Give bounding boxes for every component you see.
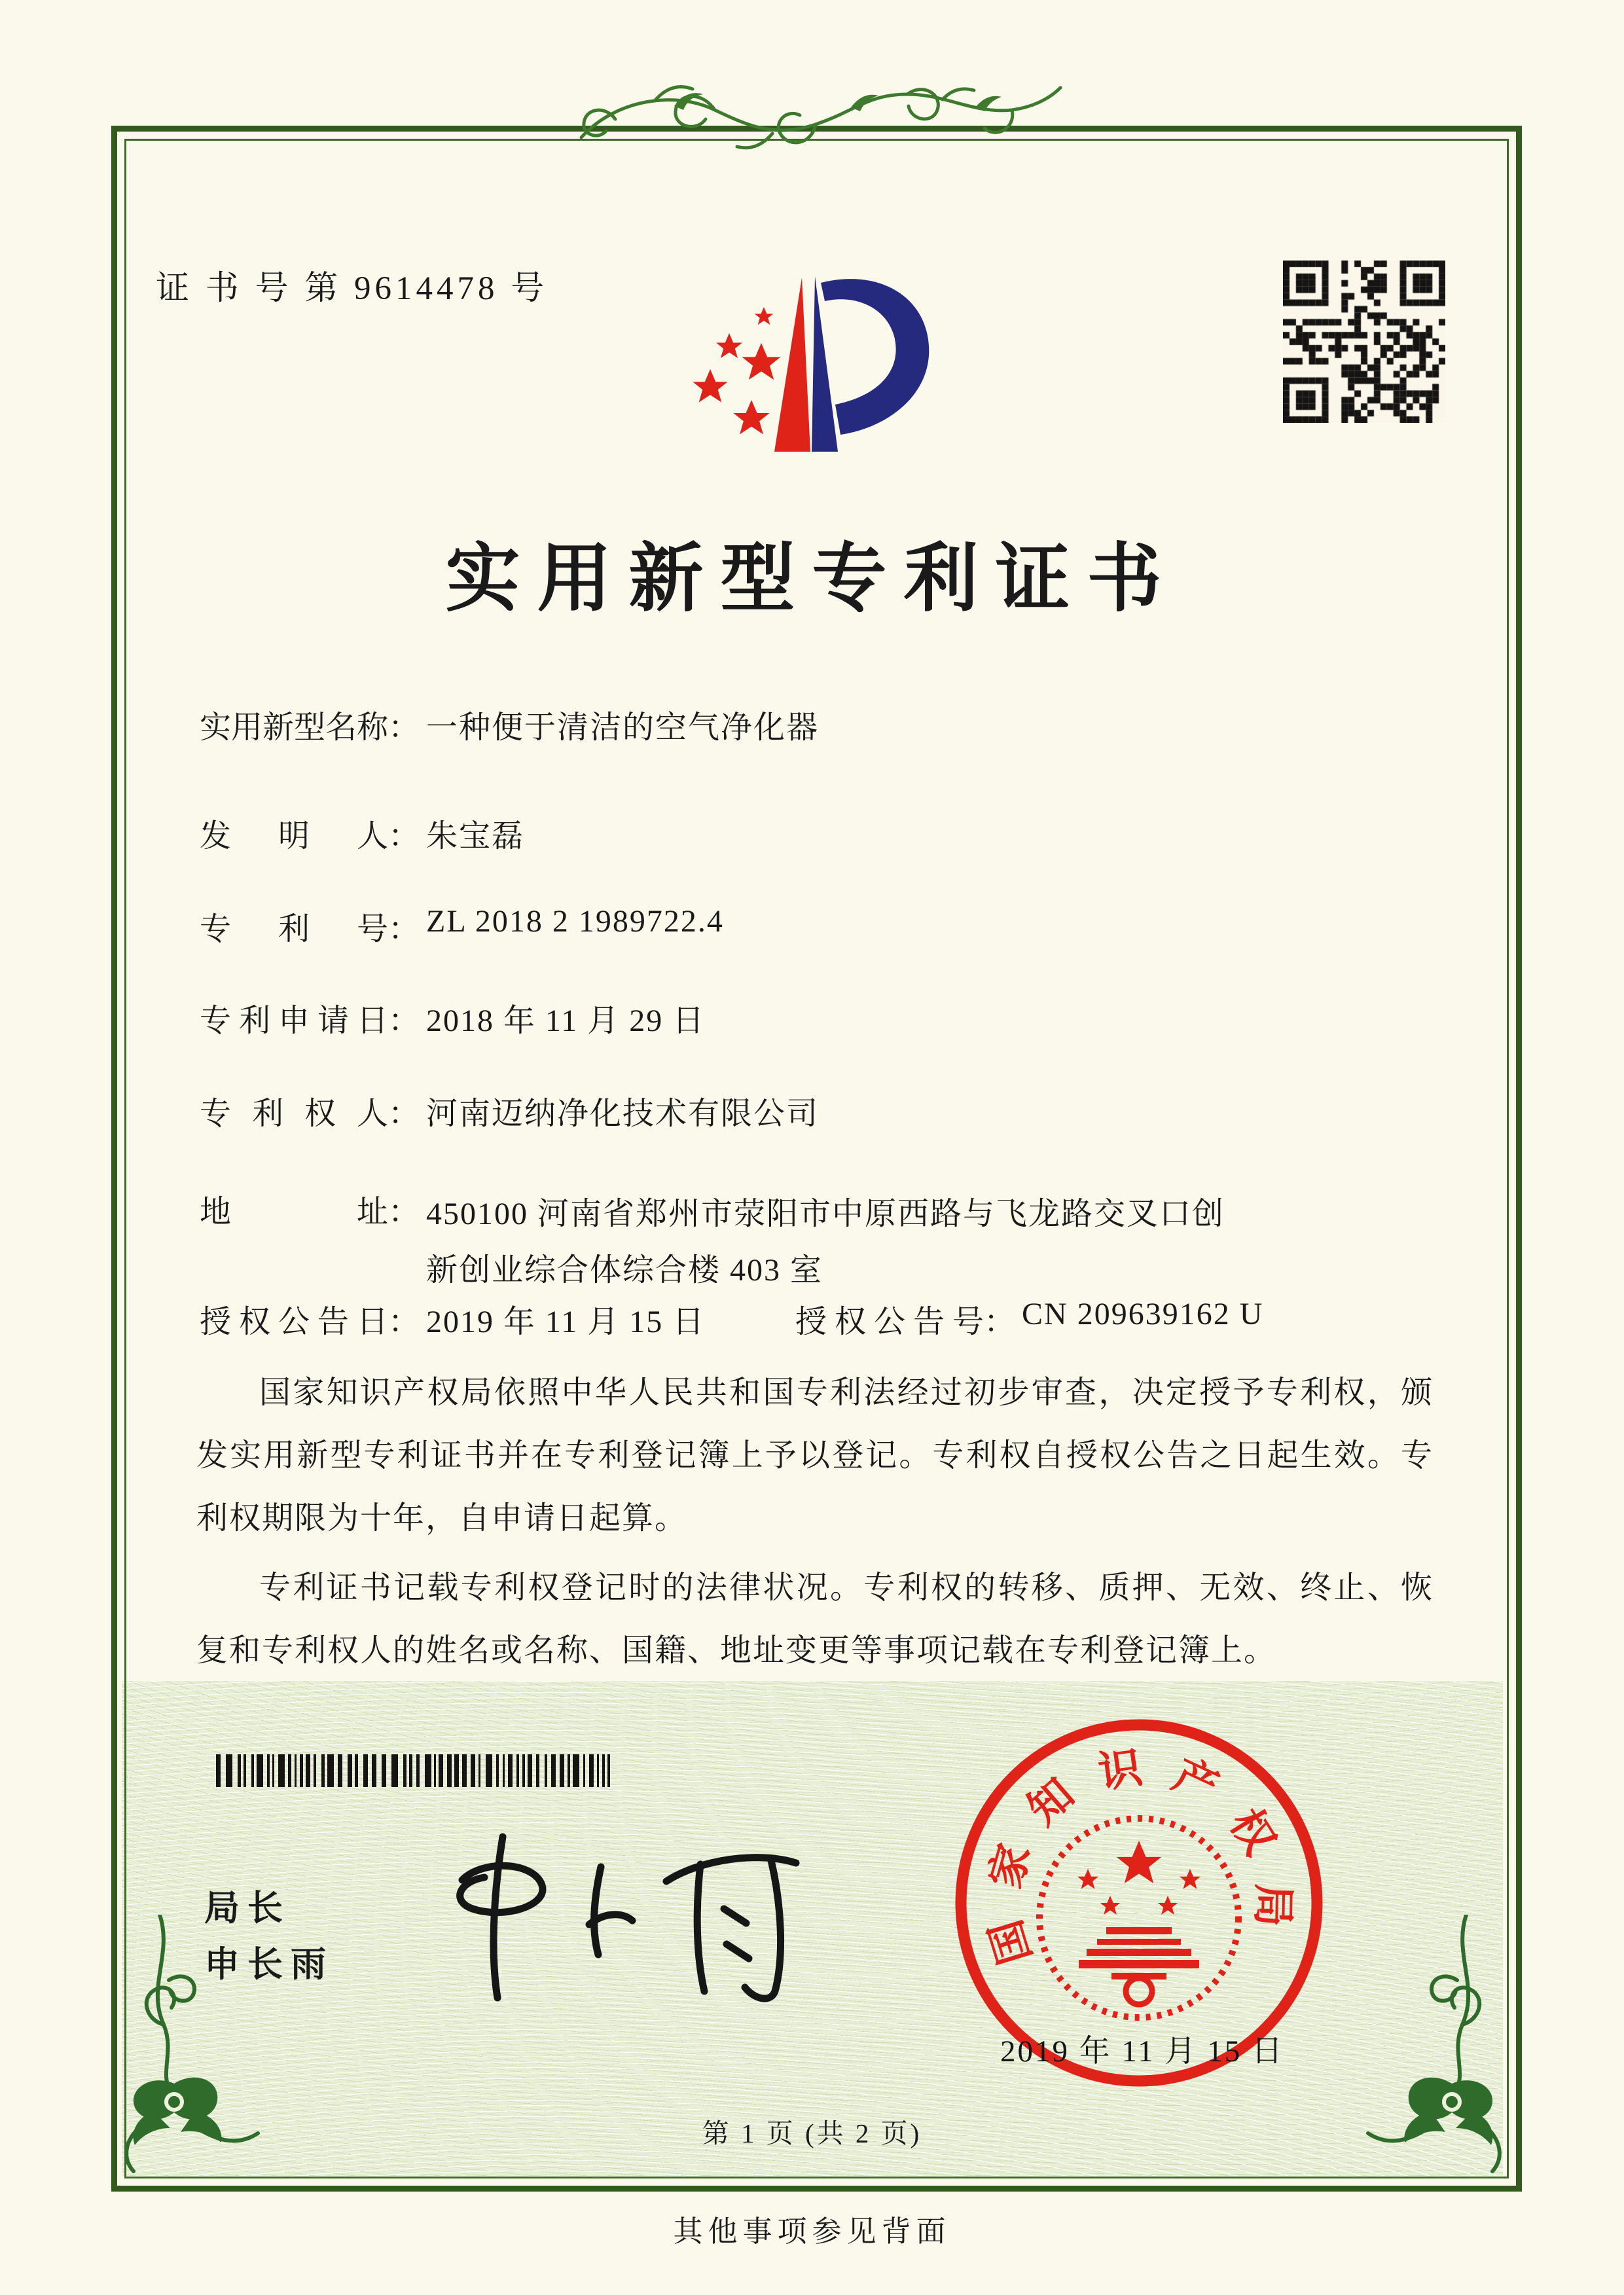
field-colon: ： xyxy=(388,710,420,745)
field-colon: ： xyxy=(388,912,420,947)
field-label: 授权公告日 xyxy=(200,1305,388,1339)
field-row-address xyxy=(200,1186,1362,1299)
svg-text:国: 国 xyxy=(982,1914,1041,1970)
svg-text:产: 产 xyxy=(1165,1751,1225,1813)
field-row-name xyxy=(200,702,819,747)
address-line-2: 新创业综合体综合楼 403 室 xyxy=(426,1253,823,1288)
field-row-grant-date xyxy=(200,1296,705,1341)
field-value: 2018 年 11 月 29 日 xyxy=(426,1003,706,1038)
legal-text-block xyxy=(196,1362,1434,1689)
field-value: CN 209639162 U xyxy=(1022,1297,1264,1331)
legal-paragraph-2: 专利证书记载专利权登记时的法律状况。专利权的转移、质押、无效、终止、恢复和专利权人的姓名或名称、国籍、地址变更等事项记载在专利登记簿上。 xyxy=(196,1570,1434,1668)
field-colon: ： xyxy=(388,1305,420,1339)
certificate-title: 实用新型专利证书 xyxy=(445,537,1179,621)
field-value xyxy=(426,1186,1362,1299)
field-label: 实用新型名称 xyxy=(200,710,389,745)
field-colon: ： xyxy=(388,1003,420,1038)
field-colon: ： xyxy=(388,1195,420,1229)
certificate-number: 证 书 号 第 9614478 号 xyxy=(156,270,549,307)
field-value: 2019 年 11 月 15 日 xyxy=(426,1305,706,1339)
field-label: 发明人 xyxy=(200,819,388,854)
field-value: 朱宝磊 xyxy=(426,819,525,854)
qr-code xyxy=(1283,261,1445,426)
field-colon: ： xyxy=(388,819,420,854)
field-label: 专利号 xyxy=(200,912,388,947)
field-row-filing-date xyxy=(200,995,705,1040)
svg-text:知: 知 xyxy=(1019,1769,1084,1835)
seal-date: 2019 年 11 月 15 日 xyxy=(1000,2034,1284,2069)
address-line-1: 450100 河南省郑州市荥阳市中原西路与飞龙路交叉口创 xyxy=(426,1197,1225,1231)
cnipa-patent-logo-icon xyxy=(656,230,944,463)
director-signature xyxy=(405,1825,823,2021)
field-label: 专利申请日 xyxy=(200,1003,388,1038)
field-row-grant-number xyxy=(795,1296,1263,1341)
field-row-inventor xyxy=(200,810,524,856)
field-label: 专利权人 xyxy=(200,1096,388,1131)
svg-text:局: 局 xyxy=(1248,1883,1297,1928)
field-value: 河南迈纳净化技术有限公司 xyxy=(426,1096,820,1131)
field-label: 授权公告号 xyxy=(795,1305,984,1339)
legal-paragraph-1: 国家知识产权局依照中华人民共和国专利法经过初步审查，决定授予专利权，颁发实用新型专利证书并在专利登记簿上予以登记。专利权自授权公告之日起生效。专利权期限为十年，自申请日起算。 xyxy=(196,1375,1434,1536)
field-label: 地址 xyxy=(200,1195,388,1229)
field-value: 一种便于清洁的空气净化器 xyxy=(426,710,820,745)
barcode xyxy=(215,1753,617,1788)
svg-text:识: 识 xyxy=(1095,1744,1146,1798)
svg-text:权: 权 xyxy=(1220,1801,1284,1864)
page-number: 第 1 页 (共 2 页) xyxy=(702,2118,922,2148)
director-title: 局长 xyxy=(204,1888,291,1928)
director-name: 申长雨 xyxy=(204,1945,334,1984)
svg-text:家: 家 xyxy=(981,1839,1040,1894)
dragon-flourish-icon xyxy=(576,73,1064,165)
field-colon: ： xyxy=(984,1305,1016,1339)
field-row-patentee xyxy=(200,1088,819,1133)
field-colon: ： xyxy=(388,1096,420,1131)
field-row-patent-number xyxy=(200,903,724,949)
back-side-note: 其他事项参见背面 xyxy=(673,2215,951,2248)
field-value: ZL 2018 2 1989722.4 xyxy=(426,904,724,939)
